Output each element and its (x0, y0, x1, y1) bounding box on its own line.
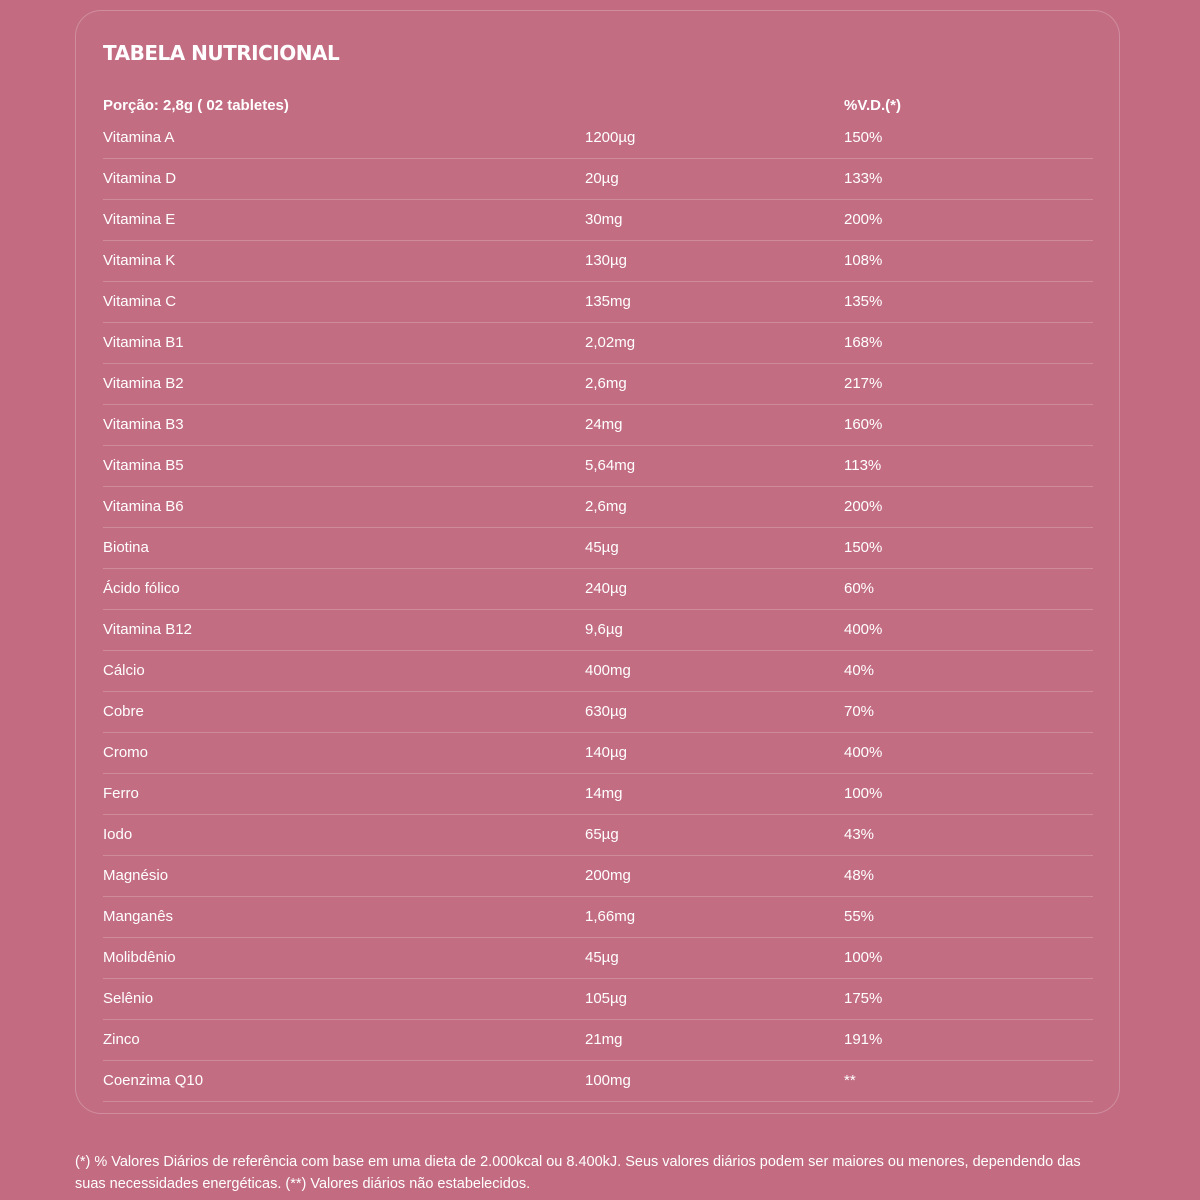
nutrient-name: Vitamina E (103, 211, 176, 228)
nutrient-amount: 105µg (585, 990, 628, 1007)
nutrient-daily-value: 108% (844, 252, 883, 269)
nutrient-daily-value: 400% (844, 744, 883, 761)
nutrient-daily-value: 200% (844, 211, 883, 228)
table-row (103, 938, 1093, 979)
nutrient-daily-value: 175% (844, 990, 883, 1007)
nutrient-amount: 140µg (585, 744, 628, 761)
nutrient-daily-value: 133% (844, 170, 883, 187)
table-row (103, 118, 1093, 159)
nutrient-daily-value: 43% (844, 826, 875, 843)
nutrient-name: Vitamina B3 (103, 416, 184, 433)
table-row (103, 200, 1093, 241)
table-row (103, 692, 1093, 733)
nutrient-name: Vitamina B12 (103, 621, 192, 638)
nutrient-daily-value: 150% (844, 539, 883, 556)
nutrient-daily-value: 100% (844, 785, 883, 802)
nutrient-name: Magnésio (103, 867, 169, 884)
table-row (103, 815, 1093, 856)
nutrient-name: Ácido fólico (103, 580, 180, 597)
portion-header: Porção: 2,8g ( 02 tabletes) (103, 97, 289, 114)
nutrient-name: Vitamina C (103, 293, 177, 310)
table-row (103, 282, 1093, 323)
nutrient-name: Selênio (103, 990, 154, 1007)
nutrient-amount: 200mg (585, 867, 631, 884)
table-row (103, 897, 1093, 938)
nutrient-daily-value: 48% (844, 867, 875, 884)
footnote: (*) % Valores Diários de referência com base em uma dieta de 2.000kcal ou 8.400kJ. Seus valores diários podem ser maiores ou menores, dependendo das suas necessidades energéticas. (**) Valores diários não estabelecidos. (75, 1154, 1081, 1192)
table-row (103, 446, 1093, 487)
nutrient-daily-value: ** (844, 1072, 856, 1089)
table-header-row (103, 95, 1093, 117)
table-row (103, 241, 1093, 282)
nutrient-daily-value: 168% (844, 334, 883, 351)
daily-value-header: %V.D.(*) (844, 97, 901, 114)
nutrient-amount: 1200µg (585, 129, 636, 146)
nutrient-name: Vitamina D (103, 170, 177, 187)
table-row (103, 159, 1093, 200)
nutrient-name: Vitamina B1 (103, 334, 184, 351)
table-row (103, 364, 1093, 405)
table-row (103, 1020, 1093, 1061)
nutrient-daily-value: 150% (844, 129, 883, 146)
table-title: TABELA NUTRICIONAL (103, 41, 340, 65)
nutrient-name: Molibdênio (103, 949, 176, 966)
table-row (103, 774, 1093, 815)
nutrient-amount: 100mg (585, 1072, 631, 1089)
nutrient-amount: 45µg (585, 949, 619, 966)
nutrient-amount: 1,66mg (585, 908, 636, 925)
table-row (103, 323, 1093, 364)
table-row (103, 487, 1093, 528)
nutrient-name: Cobre (103, 703, 144, 720)
table-row (103, 405, 1093, 446)
nutrient-amount: 2,02mg (585, 334, 636, 351)
table-body (103, 118, 1093, 1102)
nutrient-name: Coenzima Q10 (103, 1072, 204, 1089)
table-row (103, 569, 1093, 610)
nutrient-daily-value: 55% (844, 908, 875, 925)
nutrient-name: Ferro (103, 785, 139, 802)
nutrient-name: Zinco (103, 1031, 140, 1048)
nutrient-name: Cálcio (103, 662, 145, 679)
table-row (103, 651, 1093, 692)
nutrient-name: Vitamina B5 (103, 457, 184, 474)
nutrient-amount: 24mg (585, 416, 623, 433)
table-row (103, 610, 1093, 651)
nutrient-amount: 14mg (585, 785, 623, 802)
table-row (103, 979, 1093, 1020)
nutrient-daily-value: 217% (844, 375, 883, 392)
nutrient-amount: 45µg (585, 539, 619, 556)
nutrient-amount: 2,6mg (585, 375, 627, 392)
nutrition-table-card (75, 10, 1120, 1114)
nutrient-daily-value: 100% (844, 949, 883, 966)
nutrient-name: Biotina (103, 539, 149, 556)
nutrient-daily-value: 200% (844, 498, 883, 515)
nutrient-daily-value: 60% (844, 580, 875, 597)
nutrient-amount: 2,6mg (585, 498, 627, 515)
nutrient-amount: 240µg (585, 580, 628, 597)
nutrient-amount: 5,64mg (585, 457, 636, 474)
nutrient-name: Cromo (103, 744, 149, 761)
table-row (103, 528, 1093, 569)
nutrient-name: Iodo (103, 826, 133, 843)
nutrient-daily-value: 400% (844, 621, 883, 638)
nutrient-amount: 630µg (585, 703, 628, 720)
nutrient-daily-value: 40% (844, 662, 875, 679)
table-row (103, 856, 1093, 897)
nutrient-name: Vitamina B6 (103, 498, 184, 515)
table-row (103, 733, 1093, 774)
nutrient-daily-value: 70% (844, 703, 875, 720)
nutrient-amount: 30mg (585, 211, 623, 228)
nutrient-amount: 65µg (585, 826, 619, 843)
nutrient-daily-value: 160% (844, 416, 883, 433)
nutrient-amount: 9,6µg (585, 621, 623, 638)
nutrient-amount: 135mg (585, 293, 631, 310)
nutrient-amount: 130µg (585, 252, 628, 269)
table-row (103, 1061, 1093, 1102)
nutrient-daily-value: 135% (844, 293, 883, 310)
nutrient-amount: 20µg (585, 170, 619, 187)
nutrient-name: Vitamina B2 (103, 375, 184, 392)
nutrient-name: Vitamina A (103, 129, 175, 146)
nutrient-name: Vitamina K (103, 252, 176, 269)
nutrient-name: Manganês (103, 908, 174, 925)
nutrient-daily-value: 113% (844, 457, 882, 474)
nutrient-amount: 21mg (585, 1031, 623, 1048)
nutrient-amount: 400mg (585, 662, 631, 679)
nutrient-daily-value: 191% (844, 1031, 883, 1048)
